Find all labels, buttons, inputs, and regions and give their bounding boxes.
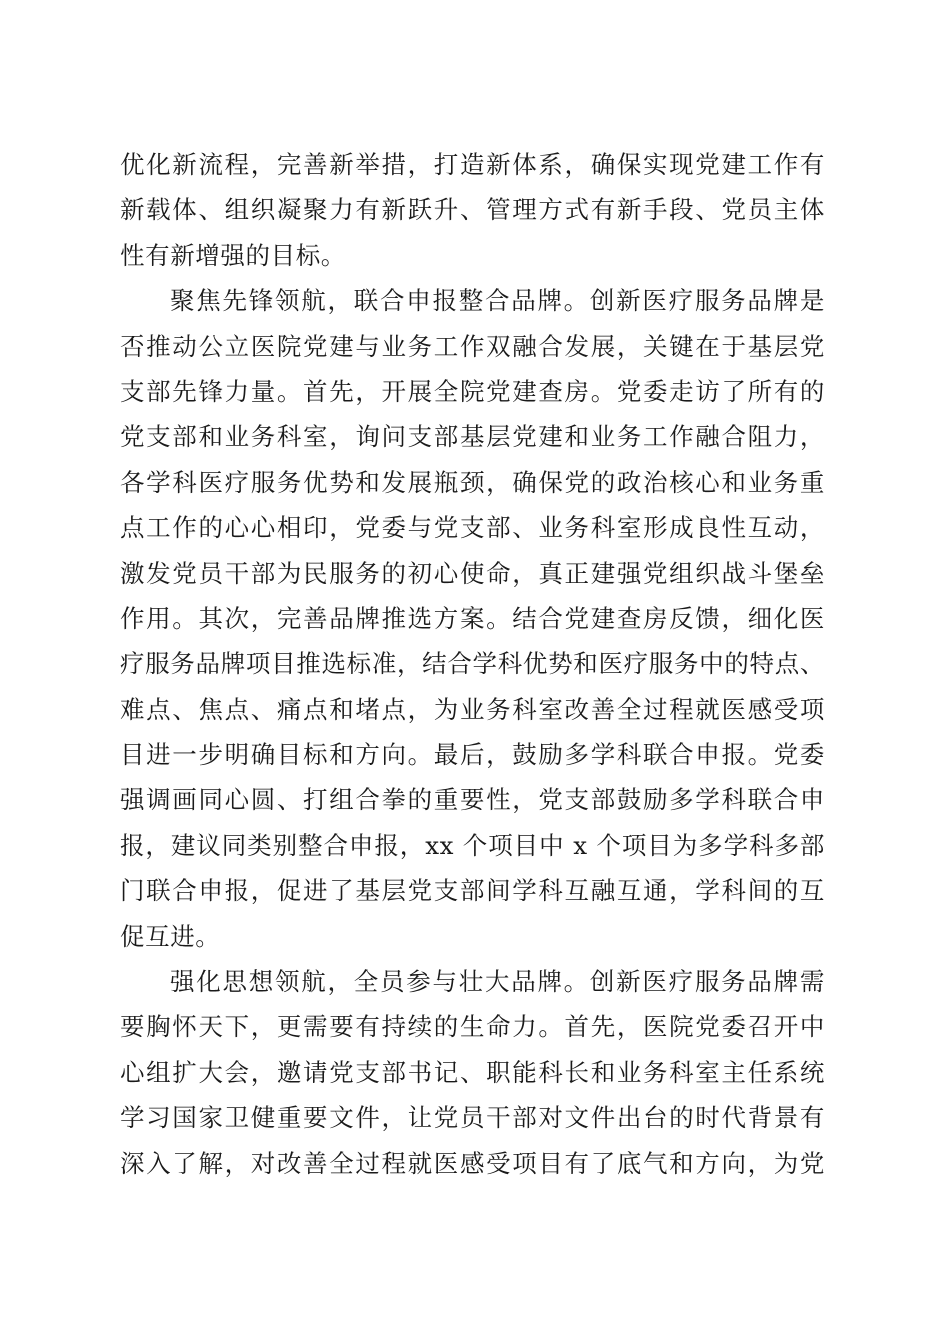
paragraph-2-line-15: 促互进。 [120, 921, 221, 951]
paragraph-1-line-2: 新载体、组织凝聚力有新跃升、管理方式有新手段、党员主体 [120, 195, 825, 225]
paragraph-2-line-11: 目进一步明确目标和方向。最后，鼓励多学科联合申报。党委 [120, 740, 825, 770]
paragraph-3-line-1: 强化思想领航，全员参与壮大品牌。创新医疗服务品牌需 [170, 967, 825, 997]
paragraph-2-line-12: 强调画同心圆、打组合拳的重要性，党支部鼓励多学科联合申 [120, 785, 825, 815]
paragraph-3-line-3: 心组扩大会，邀请党支部书记、职能科长和业务科室主任系统 [120, 1057, 825, 1087]
paragraph-2-line-8: 作用。其次，完善品牌推选方案。结合党建查房反馈，细化医 [120, 603, 825, 633]
paragraph-2-line-9: 疗服务品牌项目推选标准，结合学科优势和医疗服务中的特点、 [120, 649, 825, 679]
paragraph-1-line-3: 性有新增强的目标。 [120, 240, 346, 270]
paragraph-3-line-5: 深入了解，对改善全过程就医感受项目有了底气和方向，为党 [120, 1148, 825, 1178]
paragraph-2-line-14: 门联合申报，促进了基层党支部间学科互融互通，学科间的互 [120, 876, 825, 906]
paragraph-2-line-3: 支部先锋力量。首先，开展全院党建查房。党委走访了所有的 [120, 376, 825, 406]
paragraph-1-line-1: 优化新流程，完善新举措，打造新体系，确保实现党建工作有 [120, 150, 825, 179]
paragraph-3-line-2: 要胸怀天下，更需要有持续的生命力。首先，医院党委召开中 [120, 1012, 825, 1042]
paragraph-2-line-6: 点工作的心心相印，党委与党支部、业务科室形成良性互动， [120, 513, 825, 543]
paragraph-2-line-10: 难点、焦点、痛点和堵点，为业务科室改善全过程就医感受项 [120, 694, 825, 724]
paragraph-2-line-7: 激发党员干部为民服务的初心使命，真正建强党组织战斗堡垒 [120, 558, 825, 588]
paragraph-2-line-5: 各学科医疗服务优势和发展瓶颈，确保党的政治核心和业务重 [120, 467, 825, 497]
paragraph-2-line-4: 党支部和业务科室，询问支部基层党建和业务工作融合阻力， [120, 422, 825, 452]
paragraph-3-line-4: 学习国家卫健重要文件，让党员干部对文件出台的时代背景有 [120, 1103, 825, 1133]
paragraph-2-line-13: 报，建议同类别整合申报，xx 个项目中 x 个项目为多学科多部 [120, 830, 825, 860]
paragraph-2-line-1: 聚焦先锋领航，联合申报整合品牌。创新医疗服务品牌是 [170, 286, 825, 316]
document-body [120, 142, 825, 1186]
paragraph-2-line-2: 否推动公立医院党建与业务工作双融合发展，关键在于基层党 [120, 331, 825, 361]
